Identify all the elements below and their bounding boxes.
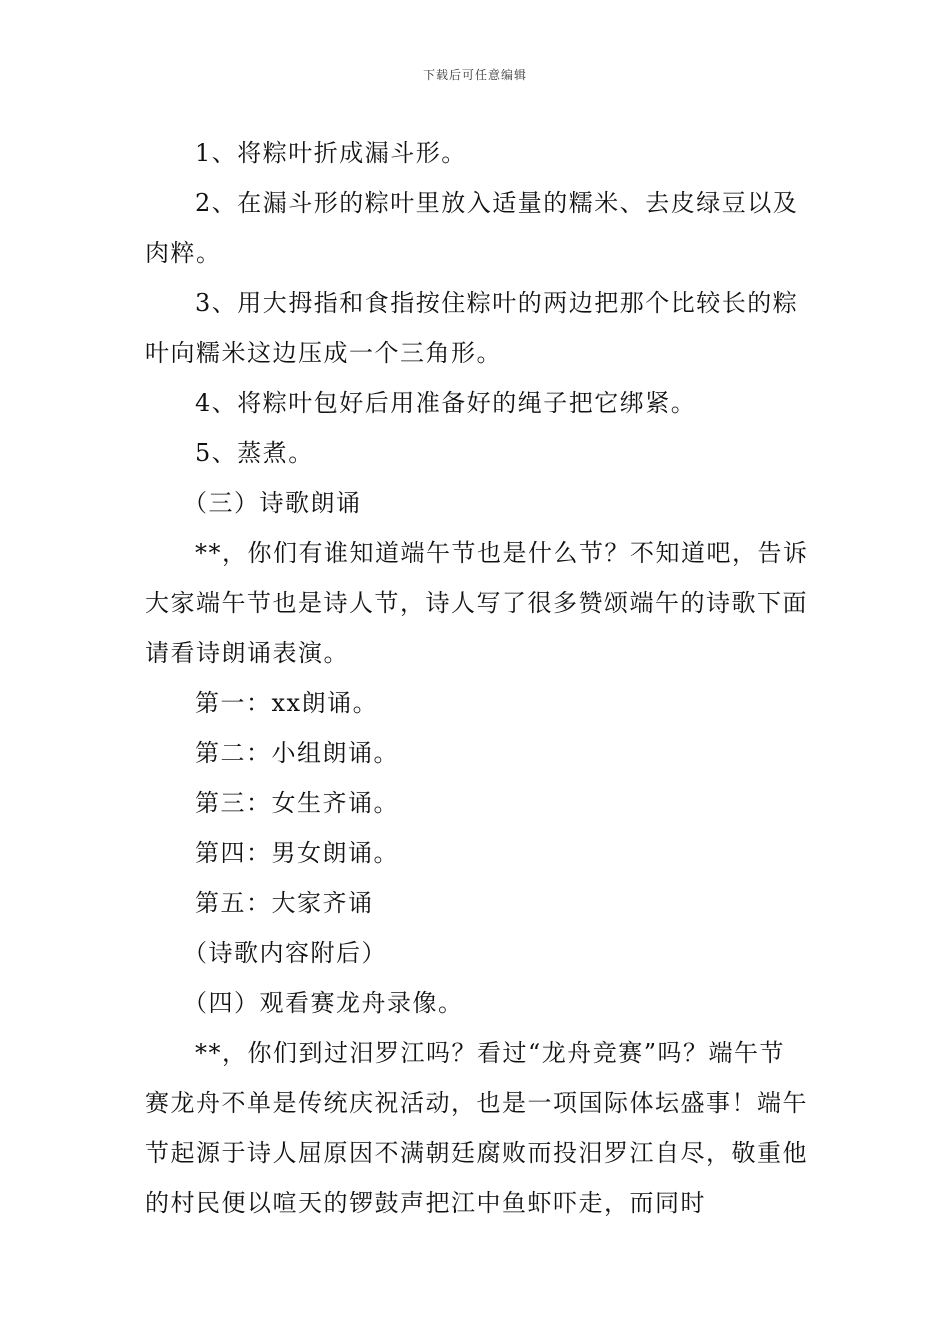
document-body [145,128,810,1228]
note-poem-appendix: （诗歌内容附后） [183,939,387,967]
list-item-second: 第二：小组朗诵。 [195,739,399,767]
list-item-fourth: 第四：男女朗诵。 [195,839,399,867]
section-heading-poetry: （三）诗歌朗诵 [183,489,362,517]
list-item-fifth: 第五：大家齐诵 [195,889,374,917]
paragraph-step-4: 4、将粽叶包好后用准备好的绳子把它绑紧。 [195,389,697,417]
list-item-first: 第一：xx朗诵。 [195,689,379,717]
page-header: 下载后可任意编辑 [422,68,527,82]
paragraph-step-1: 1、将粽叶折成漏斗形。 [195,139,467,167]
list-item-third: 第三：女生齐诵。 [195,789,399,817]
paragraph-step-3: 3、用大拇指和食指按住粽叶的两边把那个比较长的粽叶向糯米这边压成一个三角形。 [145,289,799,367]
paragraph-poetry-intro: **，你们有谁知道端午节也是什么节？不知道吧，告诉大家端午节也是诗人节，诗人写了很多赞颂端午的诗歌下面请看诗朗诵表演。 [145,539,809,667]
section-heading-dragon-boat: （四）观看赛龙舟录像。 [183,989,464,1017]
paragraph-dragon-boat: **，你们到过汨罗江吗？看过“龙舟竞赛”吗？端午节赛龙舟不单是传统庆祝活动，也是一项国际体坛盛事！端午节起源于诗人屈原因不满朝廷腐败而投汨罗江自尽，敬重他的村民便以喧天的锣鼓声把江中鱼虾吓走，而同时 [145,1039,808,1217]
paragraph-step-2: 2、在漏斗形的粽叶里放入适量的糯米、去皮绿豆以及肉粹。 [145,189,799,267]
paragraph-step-5: 5、蒸煮。 [195,439,314,467]
